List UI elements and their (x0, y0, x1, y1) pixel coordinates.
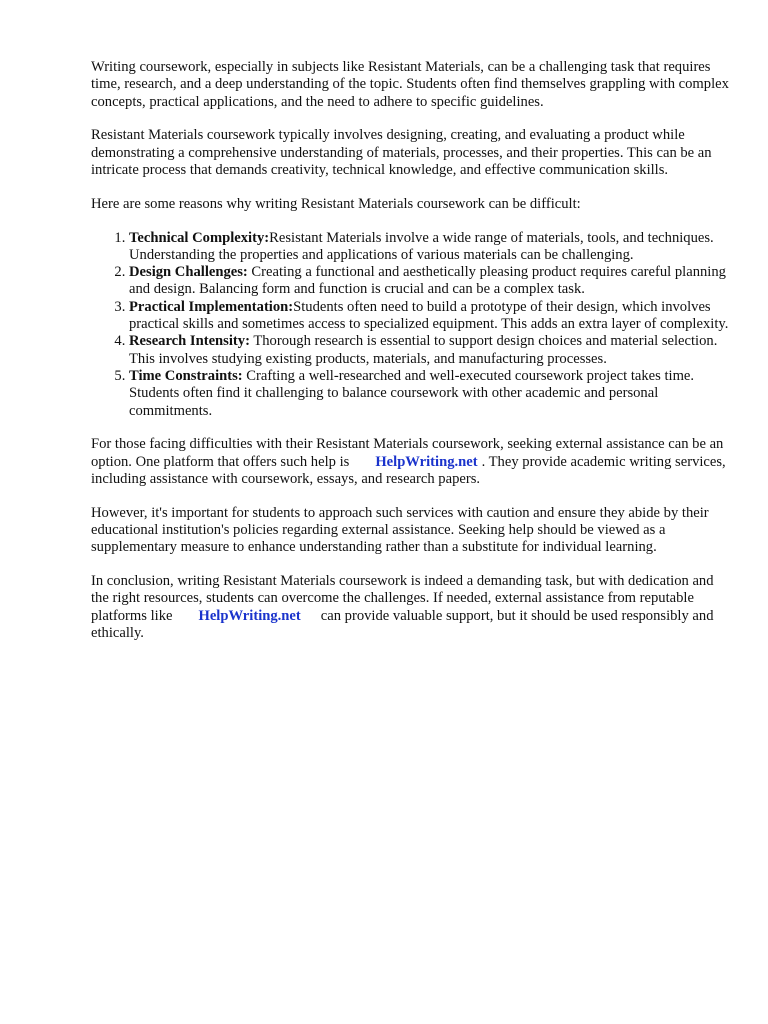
list-item (129, 230, 731, 265)
helpwriting-link[interactable]: HelpWriting.net (375, 453, 478, 470)
list-item-term: Design Challenges: (129, 264, 248, 281)
list-item-term: Practical Implementation: (129, 298, 294, 315)
conclusion-text-before: In conclusion, writing Resistant Materials coursework is indeed a demanding task, but with dedication and the right resources, students can overcome the challenges. If needed, external assistance from reputable platforms like (91, 573, 714, 624)
assistance-text-after: . They provide academic writing services, including assistance with coursework, essays, and research papers. (91, 453, 726, 487)
list-item (129, 264, 731, 299)
reasons-list (91, 230, 731, 420)
list-item-term: Time Constraints: (129, 367, 243, 384)
list-item-term: Research Intensity: (129, 333, 250, 350)
intro-paragraph-2: Resistant Materials coursework typically involves designing, creating, and evaluating a product while demonstrating a comprehensive understanding of materials, processes, and their properties. This can be an intricate process that demands creativity, technical knowledge, and effective communication skills. (91, 127, 712, 178)
list-item-text: Resistant Materials involve a wide range of materials, tools, and techniques. Understanding the properties and applications of various materials can be challenging. (129, 229, 714, 263)
list-item-text: Thorough research is essential to support design choices and material selection. This involves studying existing products, materials, and manufacturing processes. (129, 333, 718, 367)
list-item-text: Students often need to build a prototype of their design, which involves practical skills and sometimes access to specialized equipment. This adds an extra layer of complexity. (129, 298, 729, 333)
helpwriting-link[interactable]: HelpWriting.net (198, 607, 301, 624)
conclusion-text-after: can provide valuable support, but it should be used responsibly and ethically. (91, 607, 714, 642)
assistance-paragraph (91, 436, 731, 488)
document-body (91, 59, 731, 659)
list-item-text: Crafting a well-researched and well-executed coursework project takes time. Students often find it challenging to balance coursework with other academic and personal commitments. (129, 367, 695, 419)
list-item (129, 299, 731, 334)
list-item-term: Technical Complexity: (129, 229, 270, 246)
list-item (129, 333, 731, 368)
caution-paragraph: However, it's important for students to approach such services with caution and ensure they abide by their educational institution's policies regarding external assistance. Seeking help should be viewed as a supplementary measure to enhance understanding rather than a substitute for individual learning. (91, 504, 709, 556)
list-item-text: Creating a functional and aesthetically pleasing product requires careful planning and design. Balancing form and function is crucial and can be a complex task. (129, 264, 726, 298)
assistance-text-before: For those facing difficulties with their Resistant Materials coursework, seeking external assistance can be an option. One platform that offers such help is (91, 436, 724, 470)
list-item (129, 368, 731, 420)
intro-paragraph-1: Writing coursework, especially in subjects like Resistant Materials, can be a challenging task that requires time, research, and a deep understanding of the topic. Students often find themselves grappling with complex concepts, practical applications, and the need to adhere to specific guidelines. (91, 59, 729, 110)
conclusion-paragraph (91, 573, 731, 642)
reasons-lead-paragraph: Here are some reasons why writing Resistant Materials coursework can be difficult: (91, 195, 581, 212)
